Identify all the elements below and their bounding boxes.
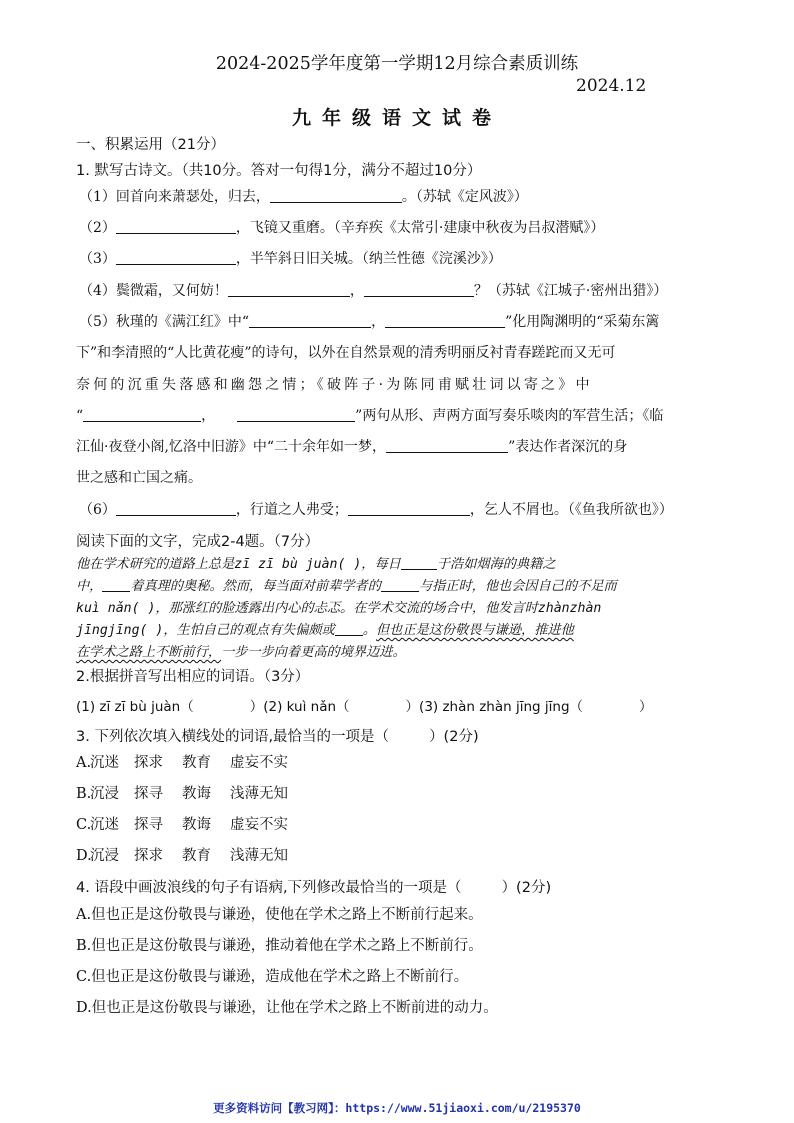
q3-heading-score: ）(2分) [429,729,479,745]
q1-line-6 [79,499,673,519]
passage-text-1b: 于浩如烟海的典籍之 [436,557,556,572]
passage-text-1: 他在学术研究的道路上总是zī zī bù juàn( )，每日 [76,557,401,572]
answer-blank[interactable] [116,219,236,234]
q1-l3-text: ，半竿斜日旧关城。（纳兰性德《浣溪沙》） [235,251,502,267]
q1-l5-text-h: ”两句从形、声两方面写奏乐啖肉的军营生活；《临 [355,408,664,424]
answer-blank[interactable] [116,501,236,516]
footer-link[interactable]: 更多资料访问【教习网】：https://www.51jiaoxi.com/u/2195370 [213,1101,581,1115]
answer-blank[interactable] [381,579,419,592]
q1-l6-text-b: ，行道之人弗受； [235,502,348,518]
answer-blank[interactable] [348,501,470,516]
option-word: 教育 [182,848,211,864]
q1-l1-text: （1）回首向来萧瑟处，归去， [79,189,270,205]
q1-l2-num: （2） [79,220,116,236]
answer-blank[interactable] [228,282,350,297]
q1-line-4 [79,280,667,300]
q4-option-d[interactable]: D.但也正是这份敬畏与谦逊，让他在学术之路上不断前进的动力。 [76,1000,498,1016]
q1-l5-text-a: （5）秋瑾的《满江红》中“ [79,314,250,330]
answer-blank[interactable] [249,313,371,328]
passage-line-1 [76,553,719,572]
reading-prompt: 阅读下面的文字，完成2-4题。（7分） [76,534,320,550]
q3-option-d[interactable]: D.沉浸 探求 教育 浅薄无知 [76,844,288,865]
option-word: 浅薄无知 [230,848,288,864]
option-word: 浅薄无知 [230,786,288,802]
option-word: 沉浸 [90,848,119,864]
q1-l5-text-i: 江仙·夜登小阁,忆洛中旧游》中“二十余年如一梦， [76,439,387,455]
answer-blank[interactable] [116,250,236,265]
q2-item-1: (1) zī zī bù juàn（ [76,699,194,715]
q4-option-a[interactable]: A.但也正是这份敬畏与谦逊，使他在学术之路上不断前行起来。 [76,907,483,923]
q1-l5-quote-open: “ [76,408,84,424]
q1-l1-source: 。（苏轼《定风波》） [401,189,528,205]
q1-l5-comma: ， [371,314,386,330]
q2-item-2: ）(2) kuì nǎn（ [249,699,350,715]
q3-option-b[interactable]: B.沉浸 探寻 教诲 浅薄无知 [76,782,288,803]
option-word: 沉浸 [90,786,119,802]
q4-option-b[interactable]: B.但也正是这份敬畏与谦逊，推动着他在学术之路上不断前行。 [76,938,483,954]
option-word: 虚妄不实 [230,817,288,833]
option-word: 探求 [134,848,163,864]
q1-l4-comma: ， [349,283,364,299]
option-word: 虚妄不实 [230,755,288,771]
option-word: 沉迷 [90,817,119,833]
answer-blank[interactable] [83,407,201,422]
answer-blank[interactable] [385,313,505,328]
q1-line-5-cont-2: 奈何的沉重失落感和幽怨之情；《破阵子·为陈同甫赋壮词以寄之》中 [76,377,593,393]
q1-line-1 [79,186,528,206]
option-word: 探寻 [134,817,163,833]
q3-heading [76,725,479,746]
q3-heading-text: 3. 下列依次填入横线处的词语,最恰当的一项是（ [76,729,390,745]
wavy-sentence-part-2: 在学术之路上不断前行， [76,645,222,660]
answer-blank[interactable] [401,557,437,570]
q2-item-close: ） [639,699,653,715]
passage-text-4a: jīngjīng( )，生怕自己的观点有失偏颇或 [76,623,335,638]
q1-l4-text: （4）鬓微霜，又何妨！ [79,283,228,299]
q1-line-5-cont-5: 世之感和亡国之痛。 [76,470,202,486]
exam-date: 2024.12 [576,76,647,96]
answer-blank[interactable] [102,579,130,592]
section-heading: 一、积累运用（21分） [76,137,225,153]
q1-l5-text-c: ”化用陶渊明的“采菊东篱 [505,314,660,330]
q4-heading [76,876,551,897]
q1-line-5 [79,311,659,331]
passage-text-2b: 着真理的奥秘。然而，每当面对前辈学者的 [130,579,381,594]
passage-line-5 [76,641,719,660]
q3-option-a[interactable]: A.沉迷 探求 教育 虚妄不实 [76,751,288,772]
answer-blank[interactable] [364,282,474,297]
option-word: 教诲 [182,817,211,833]
option-word: 教诲 [182,786,211,802]
q2-items [76,695,653,715]
option-word: 教育 [182,755,211,771]
answer-blank[interactable] [237,407,355,422]
option-word: 沉迷 [90,755,119,771]
q1-l5-text-j: ”表达作者深沉的身 [508,439,628,455]
q3-option-c[interactable]: C.沉迷 探寻 教诲 虚妄不实 [76,813,288,834]
q4-option-c[interactable]: C.但也正是这份敬畏与谦逊，造成他在学术之路上不断前行。 [76,969,469,985]
answer-blank[interactable] [386,438,508,453]
option-word: 探求 [134,755,163,771]
q1-l5-comma-2: ， [201,408,216,424]
q2-heading: 2.根据拼音写出相应的词语。（3分） [76,669,310,685]
passage-line-2 [76,575,719,594]
q1-heading: 1. 默写古诗文。（共10分。答对一句得1分，满分不超过10分） [76,163,482,179]
q4-heading-score: ）(2分) [501,880,552,896]
option-word: 探寻 [134,786,163,802]
passage-line-3: kuì nǎn( )，那涨红的脸透露出内心的忐忑。在学术交流的场合中，他发言时zhànzhàn [76,601,602,616]
exam-subtitle: 九年级语文试卷 [291,107,502,129]
passage-text-2a: 中， [76,579,103,594]
q1-l4-source: ？（苏轼《江城子·密州出猎》） [473,283,668,299]
q1-l6-text-c: ，乞人不屑也。（《鱼我所欲也》） [469,502,673,518]
q2-item-3: ）(3) zhàn zhàn jīng jīng（ [405,699,584,715]
q1-l2-text: ，飞镜又重磨。（辛弃疾《太常引·建康中秋夜为吕叔潜赋》） [235,220,605,236]
passage-text-5b: 一步一步向着更高的境界迈进。 [221,645,406,660]
q1-l6-num: （6） [79,502,116,518]
q1-line-5-cont-4 [76,436,627,456]
q4-heading-text: 4. 语段中画波浪线的句子有语病,下列修改最恰当的一项是（ [76,880,462,896]
exam-title: 2024-2025学年度第一学期12月综合素质训练 [215,54,579,74]
passage-text-4b: 。 [362,623,376,638]
wavy-sentence-part-1: 但也正是这份敬畏与谦逊，推进他 [375,623,574,638]
q1-line-2 [79,217,604,237]
q1-line-5-cont-3 [76,405,663,425]
passage-line-4 [76,619,719,638]
q1-l3-num: （3） [79,251,116,267]
q1-line-3 [79,248,502,268]
q1-line-5-cont-1: 下”和李清照的“人比黄花瘦”的诗句，以外在自然景观的清秀明丽反衬青春蹉跎而又无可 [76,345,616,361]
answer-blank[interactable] [270,188,402,203]
passage-text-2c: 与指正时，他也会因自己的不足而 [418,579,617,594]
answer-blank[interactable] [335,623,363,636]
